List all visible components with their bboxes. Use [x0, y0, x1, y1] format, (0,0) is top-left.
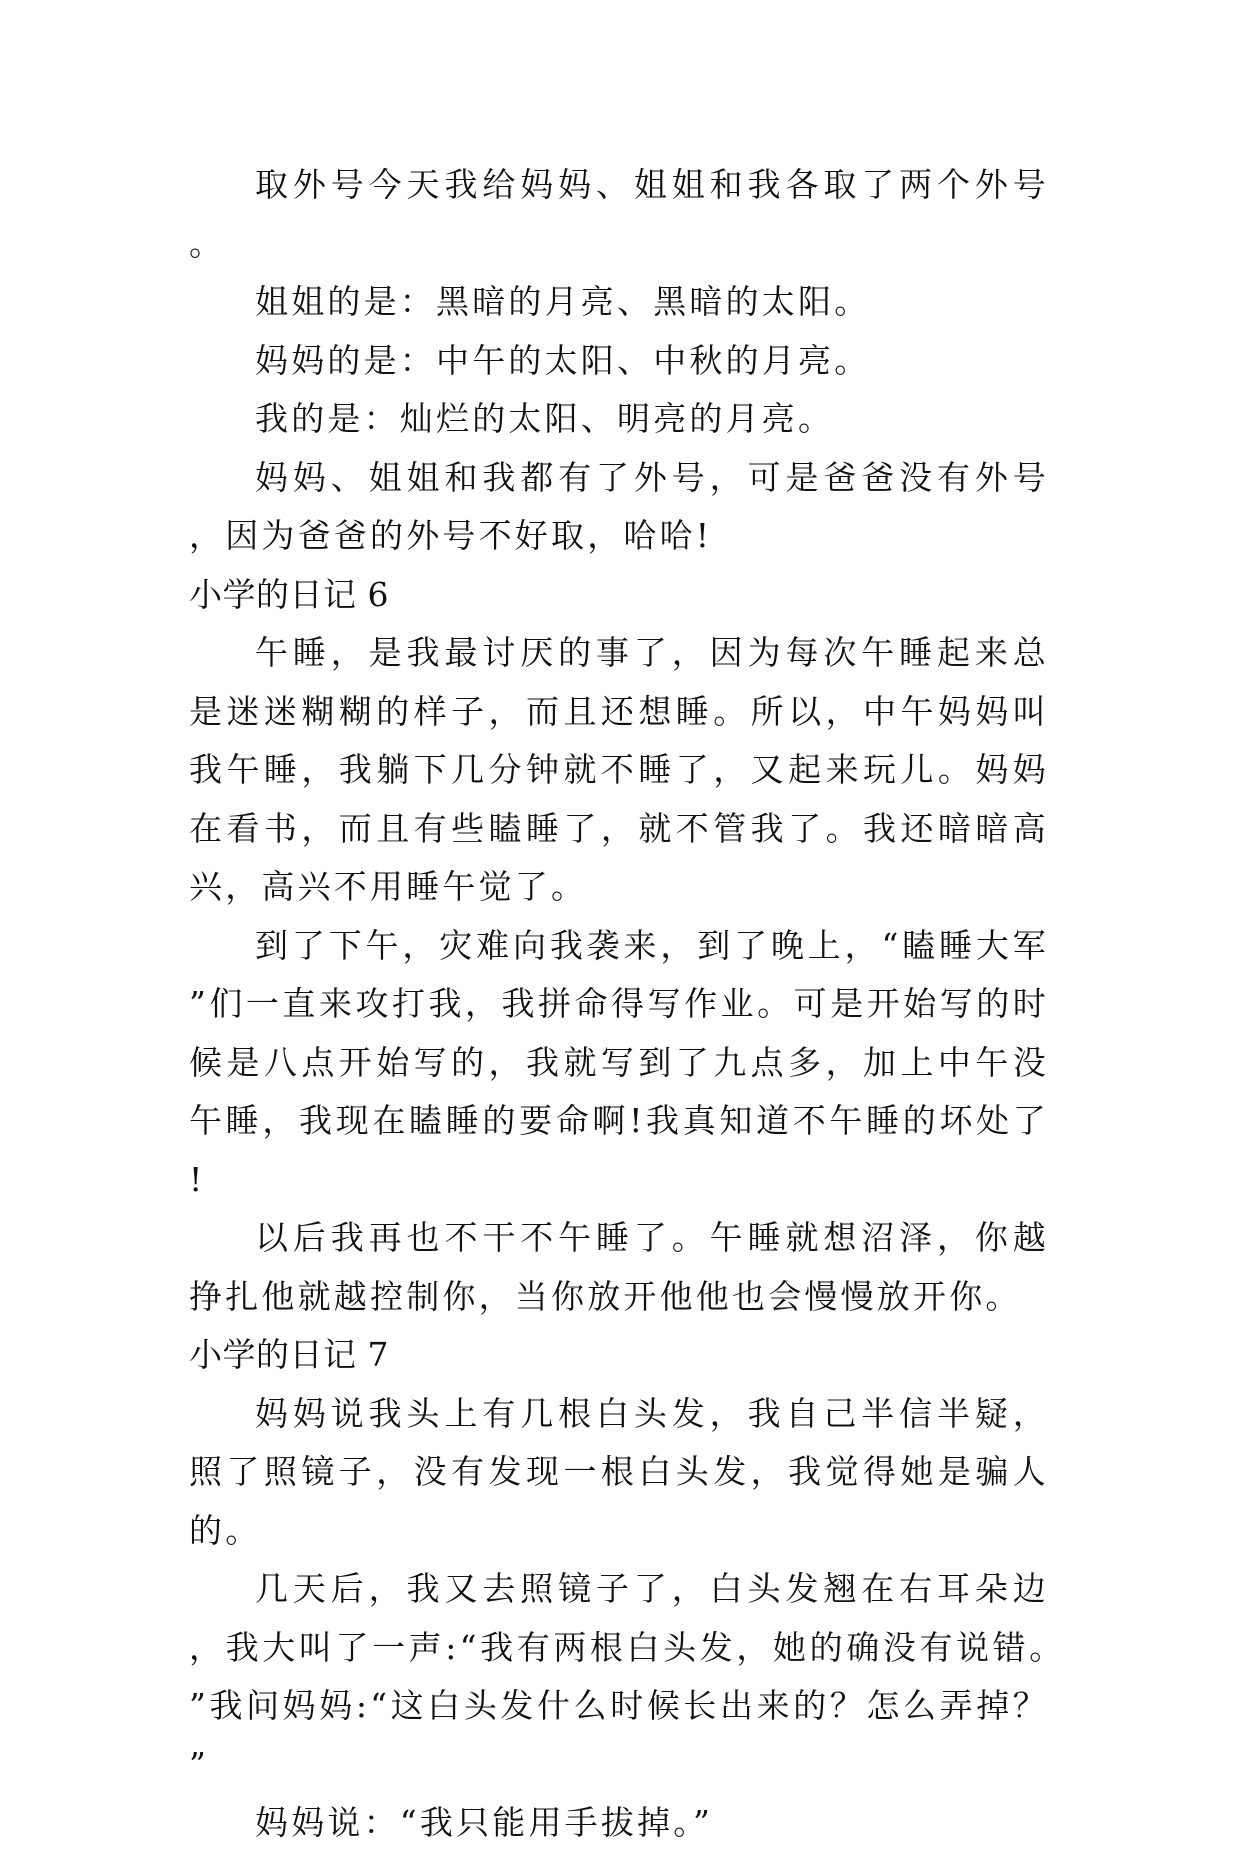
paragraph: 以后我再也不干不午睡了。午睡就想沼泽，你越挣扎他就越控制你，当你放开他他也会慢慢放开你。	[189, 1218, 1049, 1316]
paragraph: 到了下午，灾难向我袭来，到了晚上，“瞌睡大军”们一直来攻打我，我拼命得写作业。可是开始写的时候是八点开始写的，我就写到了九点多，加上中午没午睡，我现在瞌睡的要命啊!我真知道不午睡的坏处了!	[189, 925, 1049, 1199]
paragraph: 妈妈说：“我只能用手拔掉。”	[255, 1803, 714, 1842]
document-body	[189, 156, 1049, 1853]
paragraph: 姐姐的是：黑暗的月亮、黑暗的太阳。	[255, 282, 871, 321]
paragraph: 我的是：灿烂的太阳、明亮的月亮。	[255, 399, 835, 438]
section-heading: 小学的日记 6	[189, 574, 389, 614]
paragraph: 妈妈说我头上有几根白头发，我自己半信半疑，照了照镜子，没有发现一根白头发，我觉得她是骗人的。	[189, 1393, 1049, 1550]
paragraph: 午睡，是我最讨厌的事了，因为每次午睡起来总是迷迷糊糊的样子，而且还想睡。所以，中午妈妈叫我午睡，我躺下几分钟就不睡了，又起来玩儿。妈妈在看书，而且有些瞌睡了，就不管我了。我还暗暗高兴，高兴不用睡午觉了。	[189, 633, 1049, 906]
paragraph: 妈妈、姐姐和我都有了外号，可是爸爸没有外号，因为爸爸的外号不好取，哈哈!	[189, 457, 1049, 555]
paragraph: 取外号今天我给妈妈、姐姐和我各取了两个外号。	[189, 165, 1049, 263]
section-heading: 小学的日记 7	[189, 1335, 389, 1374]
paragraph: 几天后，我又去照镜子了，白头发翘在右耳朵边，我大叫了一声:“我有两根白头发，她的确没有说错。”我问妈妈:“这白头发什么时候长出来的？怎么弄掉？”	[189, 1569, 1049, 1784]
paragraph: 妈妈的是：中午的太阳、中秋的月亮。	[255, 340, 871, 380]
